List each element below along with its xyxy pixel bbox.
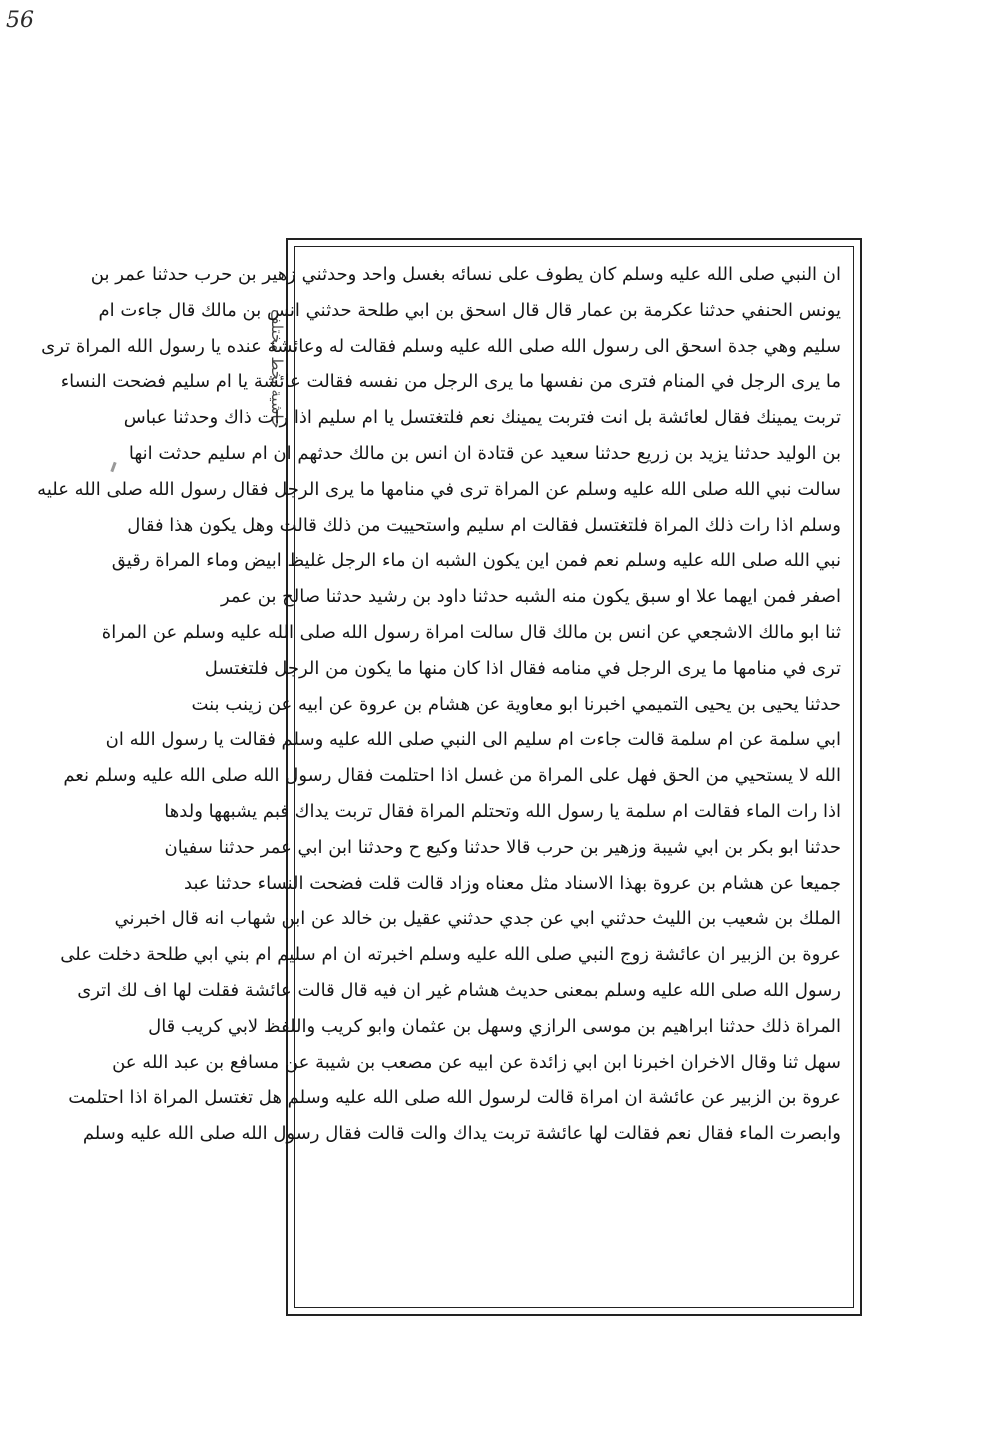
manuscript-line: وسلم اذا رات ذلك المراة فلتغتسل فقالت ام سليم واستحييت من ذلك قالت وهل يكون هذا فقال bbox=[127, 514, 841, 536]
manuscript-line: اصفر فمن ايهما علا او سبق يكون منه الشبه حدثنا داود بن رشيد حدثنا صالح بن عمر bbox=[220, 586, 841, 608]
manuscript-line: سالت نبي الله صلى الله عليه وسلم عن المراة ترى في منامها ما يرى الرجل فقال رسول الله صلى الله عليه bbox=[37, 478, 841, 500]
manuscript-line: عروة بن الزبير ان عائشة زوج النبي صلى الله عليه وسلم اخبرته ان ام سليم ام بني ابي طلحة دخلت على bbox=[60, 944, 841, 966]
manuscript-line: حدثنا ابو بكر بن ابي شيبة وزهير بن حرب قالا حدثنا وكيع ح وحدثنا ابن ابي عمر حدثنا سفيان bbox=[164, 836, 841, 858]
manuscript-line: وابصرت الماء فقال نعم فقالت لها عائشة تربت يداك والت قالت فقال رسول الله صلى الله عليه وسلم bbox=[82, 1123, 841, 1145]
margin-note: حاشية بخط مختلف bbox=[268, 308, 286, 428]
manuscript-line: بن الوليد حدثنا يزيد بن زريع حدثنا سعيد عن قتادة ان انس بن مالك حدثهم ان ام سليم حدثت انها bbox=[128, 442, 841, 464]
manuscript-line: ترى في منامها ما يرى الرجل في منامه فقال اذا كان منها ما يكون من الرجل فلتغتسل bbox=[204, 657, 841, 679]
manuscript-line: يونس الحنفي حدثنا عكرمة بن عمار قال قال اسحق بن ابي طلحة حدثني انس بن مالك قال جاءت ام bbox=[98, 299, 841, 321]
manuscript-line: الله لا يستحيي من الحق فهل على المراة من غسل اذا احتلمت فقال رسول الله صلى الله عليه وسلم نعم bbox=[63, 765, 841, 787]
manuscript-line: سليم وهي جدة اسحق الى رسول الله صلى الله عليه وسلم فقالت له وعائشة عنده يا رسول الله المراة ترى bbox=[41, 335, 841, 357]
stray-ink-mark bbox=[110, 462, 116, 472]
manuscript-line: سهل ثنا وقال الاخران اخبرنا ابن ابي زائدة عن ابيه عن مصعب بن شيبة عن مسافع بن عبد الله عن bbox=[112, 1051, 841, 1073]
manuscript-line: ثنا ابو مالك الاشجعي عن انس بن مالك قال سالت امراة رسول الله صلى الله عليه وسلم عن المراة bbox=[101, 621, 841, 643]
manuscript-line: ان النبي صلى الله عليه وسلم كان يطوف على نسائه بغسل واحد وحدثني زهير بن حرب حدثنا عمر بن bbox=[90, 264, 841, 285]
manuscript-line: نبي الله صلى الله عليه وسلم نعم فمن اين يكون الشبه ان ماء الرجل غليظ ابيض وماء المراة رقيق bbox=[111, 550, 841, 572]
manuscript-line: عروة بن الزبير عن عائشة ان امراة قالت لرسول الله صلى الله عليه وسلم هل تغتسل المراة اذا احتلمت bbox=[68, 1087, 841, 1109]
manuscript-line: اذا رات الماء فقالت ام سلمة يا رسول الله وتحتلم المراة فقال تربت يداك فبم يشبهها ولدها bbox=[164, 800, 841, 822]
manuscript-line: حدثنا يحيى بن يحيى التميمي اخبرنا ابو معاوية عن هشام بن عروة عن ابيه عن زينب بنت bbox=[191, 693, 841, 715]
manuscript-line: جميعا عن هشام بن عروة بهذا الاسناد مثل معناه وزاد قالت قلت فضحت النساء حدثنا عبد bbox=[184, 872, 841, 894]
manuscript-line: تربت يمينك فقال لعائشة بل انت فتربت يمينك نعم فلتغتسل يا ام سليم اذا رات ذاك وحدثنا عباس bbox=[123, 407, 841, 429]
manuscript-line: رسول الله صلى الله عليه وسلم بمعنى حديث هشام غير ان فيه قال قالت عائشة فقلت لها اف لك اترى bbox=[77, 979, 841, 1001]
page-number: 56 bbox=[6, 8, 34, 33]
manuscript-line: ابي سلمة عن ام سلمة قالت جاءت ام سليم الى النبي صلى الله عليه وسلم فقالت يا رسول الله ان bbox=[105, 729, 841, 751]
manuscript-line: ما يرى الرجل في المنام فترى من نفسها ما يرى الرجل من نفسه فقالت عائشة يا ام سليم فضحت النساء bbox=[60, 371, 841, 393]
manuscript-line: الملك بن شعيب بن الليث حدثني ابي عن جدي حدثني عقيل بن خالد عن ابن شهاب انه قال اخبرني bbox=[114, 908, 841, 930]
manuscript-line: المراة ذلك حدثنا ابراهيم بن موسى الرازي وسهل بن عثمان وابو كريب واللفظ لابي كريب قال bbox=[148, 1015, 841, 1037]
